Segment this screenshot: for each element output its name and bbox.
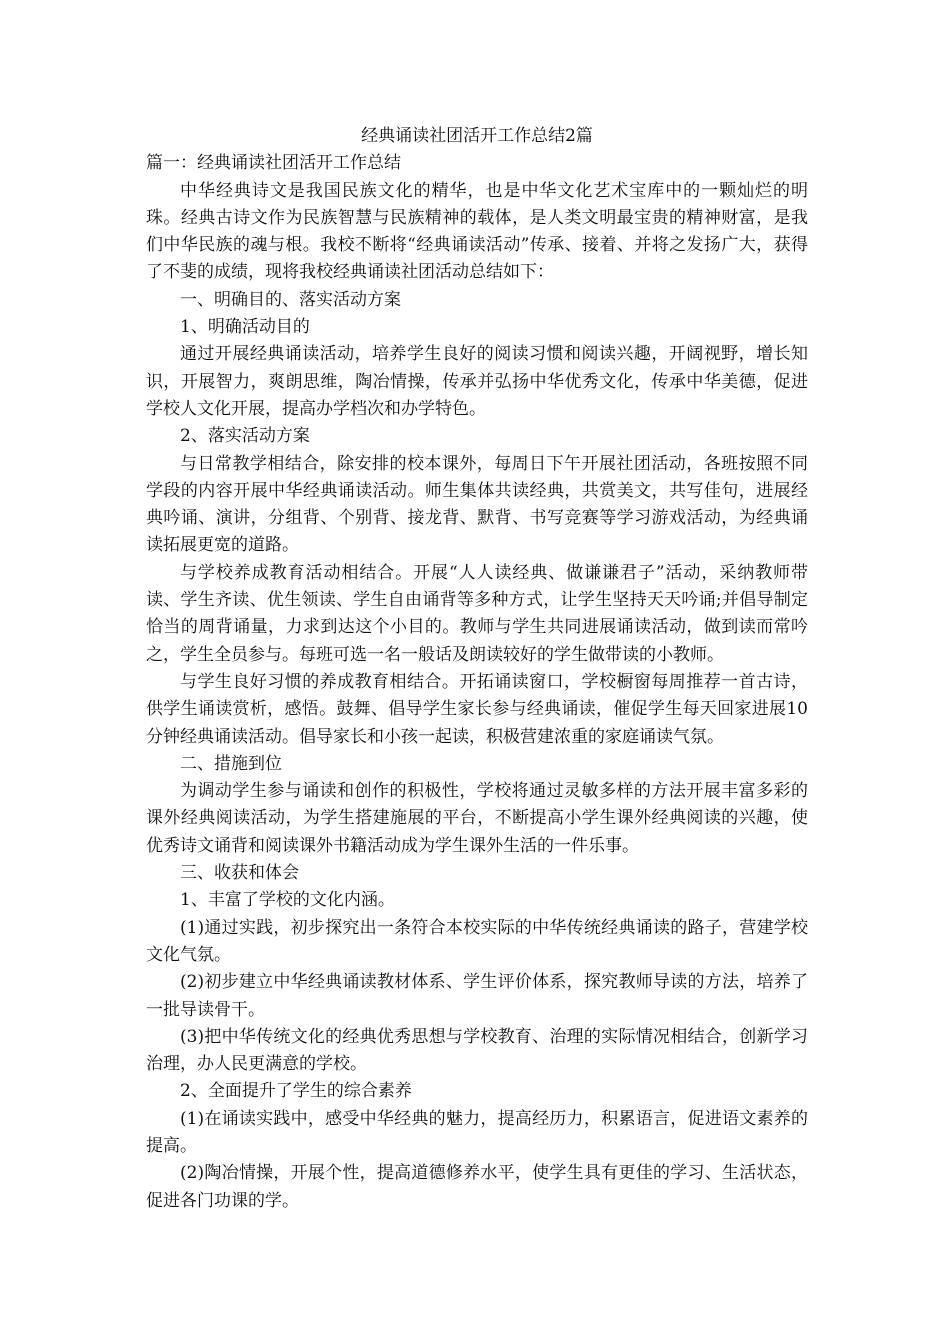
paragraph-intro: 中华经典诗文是我国民族文化的精华，也是中华文化艺术宝库中的一颗灿烂的明珠。经典古诗文作为民族智慧与民族精神的载体，是人类文明最宝贵的精神财富，是我们中华民族的魂与根。我校不断将“经典诵读活动”传承、接着、并将之发扬广大，获得了不斐的成绩，现将我校经典诵读社团活动总结如下： [146, 180, 808, 283]
paragraph: 通过开展经典诵读活动，培养学生良好的阅读习惯和阅读兴趣，开阔视野，增长知识，开展智力，爽朗思维，陶冶情操，传承并弘扬中华优秀文化，传承中华美德，促进学校人文化开展，提高办学档次和办学特色。 [146, 344, 808, 419]
paragraph: 与日常教学相结合，除安排的校本课外，每周日下午开展社团活动，各班按照不同学段的内容开展中华经典诵读活动。师生集体共读经典，共赏美文，共写佳句，进展经典吟诵、演讲，分组背、个别背、接龙背、默背、书写竞赛等学习游戏活动，为经典诵读拓展更宽的道路。 [146, 453, 808, 556]
paragraph: 与学校养成教育活动相结合。开展“人人读经典、做谦谦君子”活动，采纳教师带读、学生齐读、优生领读、学生自由诵背等多种方式，让学生坚持天天吟诵;并倡导制定恰当的周背诵量，力求到达这个小目的。教师与学生共同进展诵读活动，做到读而常吟之，学生全员参与。每班可选一名一般话及朗读较好的学生做带读的小教师。 [146, 562, 808, 665]
paragraph: 与学生良好习惯的养成教育相结合。开拓诵读窗口，学校橱窗每周推荐一首古诗，供学生诵读赏析，感悟。鼓舞、倡导学生家长参与经典诵读，催促学生每天回家进展10分钟经典诵读活动。倡导家长和小孩一起读，积极营建浓重的家庭诵读气氛。 [146, 671, 808, 747]
subsection-heading-3-1: 1、丰富了学校的文化内涵。 [180, 890, 395, 911]
list-item: (2)陶冶情操，开展个性，提高道德修养水平，使学生具有更佳的学习、生活状态，促进各门功课的学。 [146, 1163, 808, 1211]
subsection-heading-3-2: 2、全面提升了学生的综合素养 [180, 1081, 412, 1102]
list-item: (1)在诵读实践中，感受中华经典的魅力，提高经历力，积累语言，促进语文素养的提高。 [146, 1108, 808, 1156]
paragraph: 为调动学生参与诵读和创作的积极性，学校将通过灵敏多样的方法开展丰富多彩的课外经典阅读活动，为学生搭建施展的平台，不断提高小学生课外经典阅读的兴趣，使优秀诗文诵背和阅读课外书籍活动成为学生课外生活的一件乐事。 [146, 781, 808, 856]
section-heading-1: 一、明确目的、落实活动方案 [180, 289, 401, 310]
section-heading-2: 二、措施到位 [180, 753, 282, 774]
section-heading-3: 三、收获和体会 [180, 863, 299, 884]
part-heading: 篇一：经典诵读社团活开工作总结 [146, 153, 401, 174]
subsection-heading-1-2: 2、落实活动方案 [180, 426, 310, 447]
list-item: (3)把中华传统文化的经典优秀思想与学校教育、治理的实际情况相结合，创新学习治理，办人民更满意的学校。 [146, 1026, 808, 1075]
subsection-heading-1-1: 1、明确活动目的 [180, 317, 310, 338]
list-item: (2)初步建立中华经典诵读教材体系、学生评价体系，探究教师导读的方法，培养了一批导读骨干。 [146, 972, 808, 1020]
list-item: (1)通过实践，初步探究出一条符合本校实际的中华传统经典诵读的路子，营建学校文化气氛。 [146, 917, 808, 965]
document-title: 经典诵读社团活开工作总结2篇 [361, 126, 593, 146]
document-body [146, 123, 808, 1215]
